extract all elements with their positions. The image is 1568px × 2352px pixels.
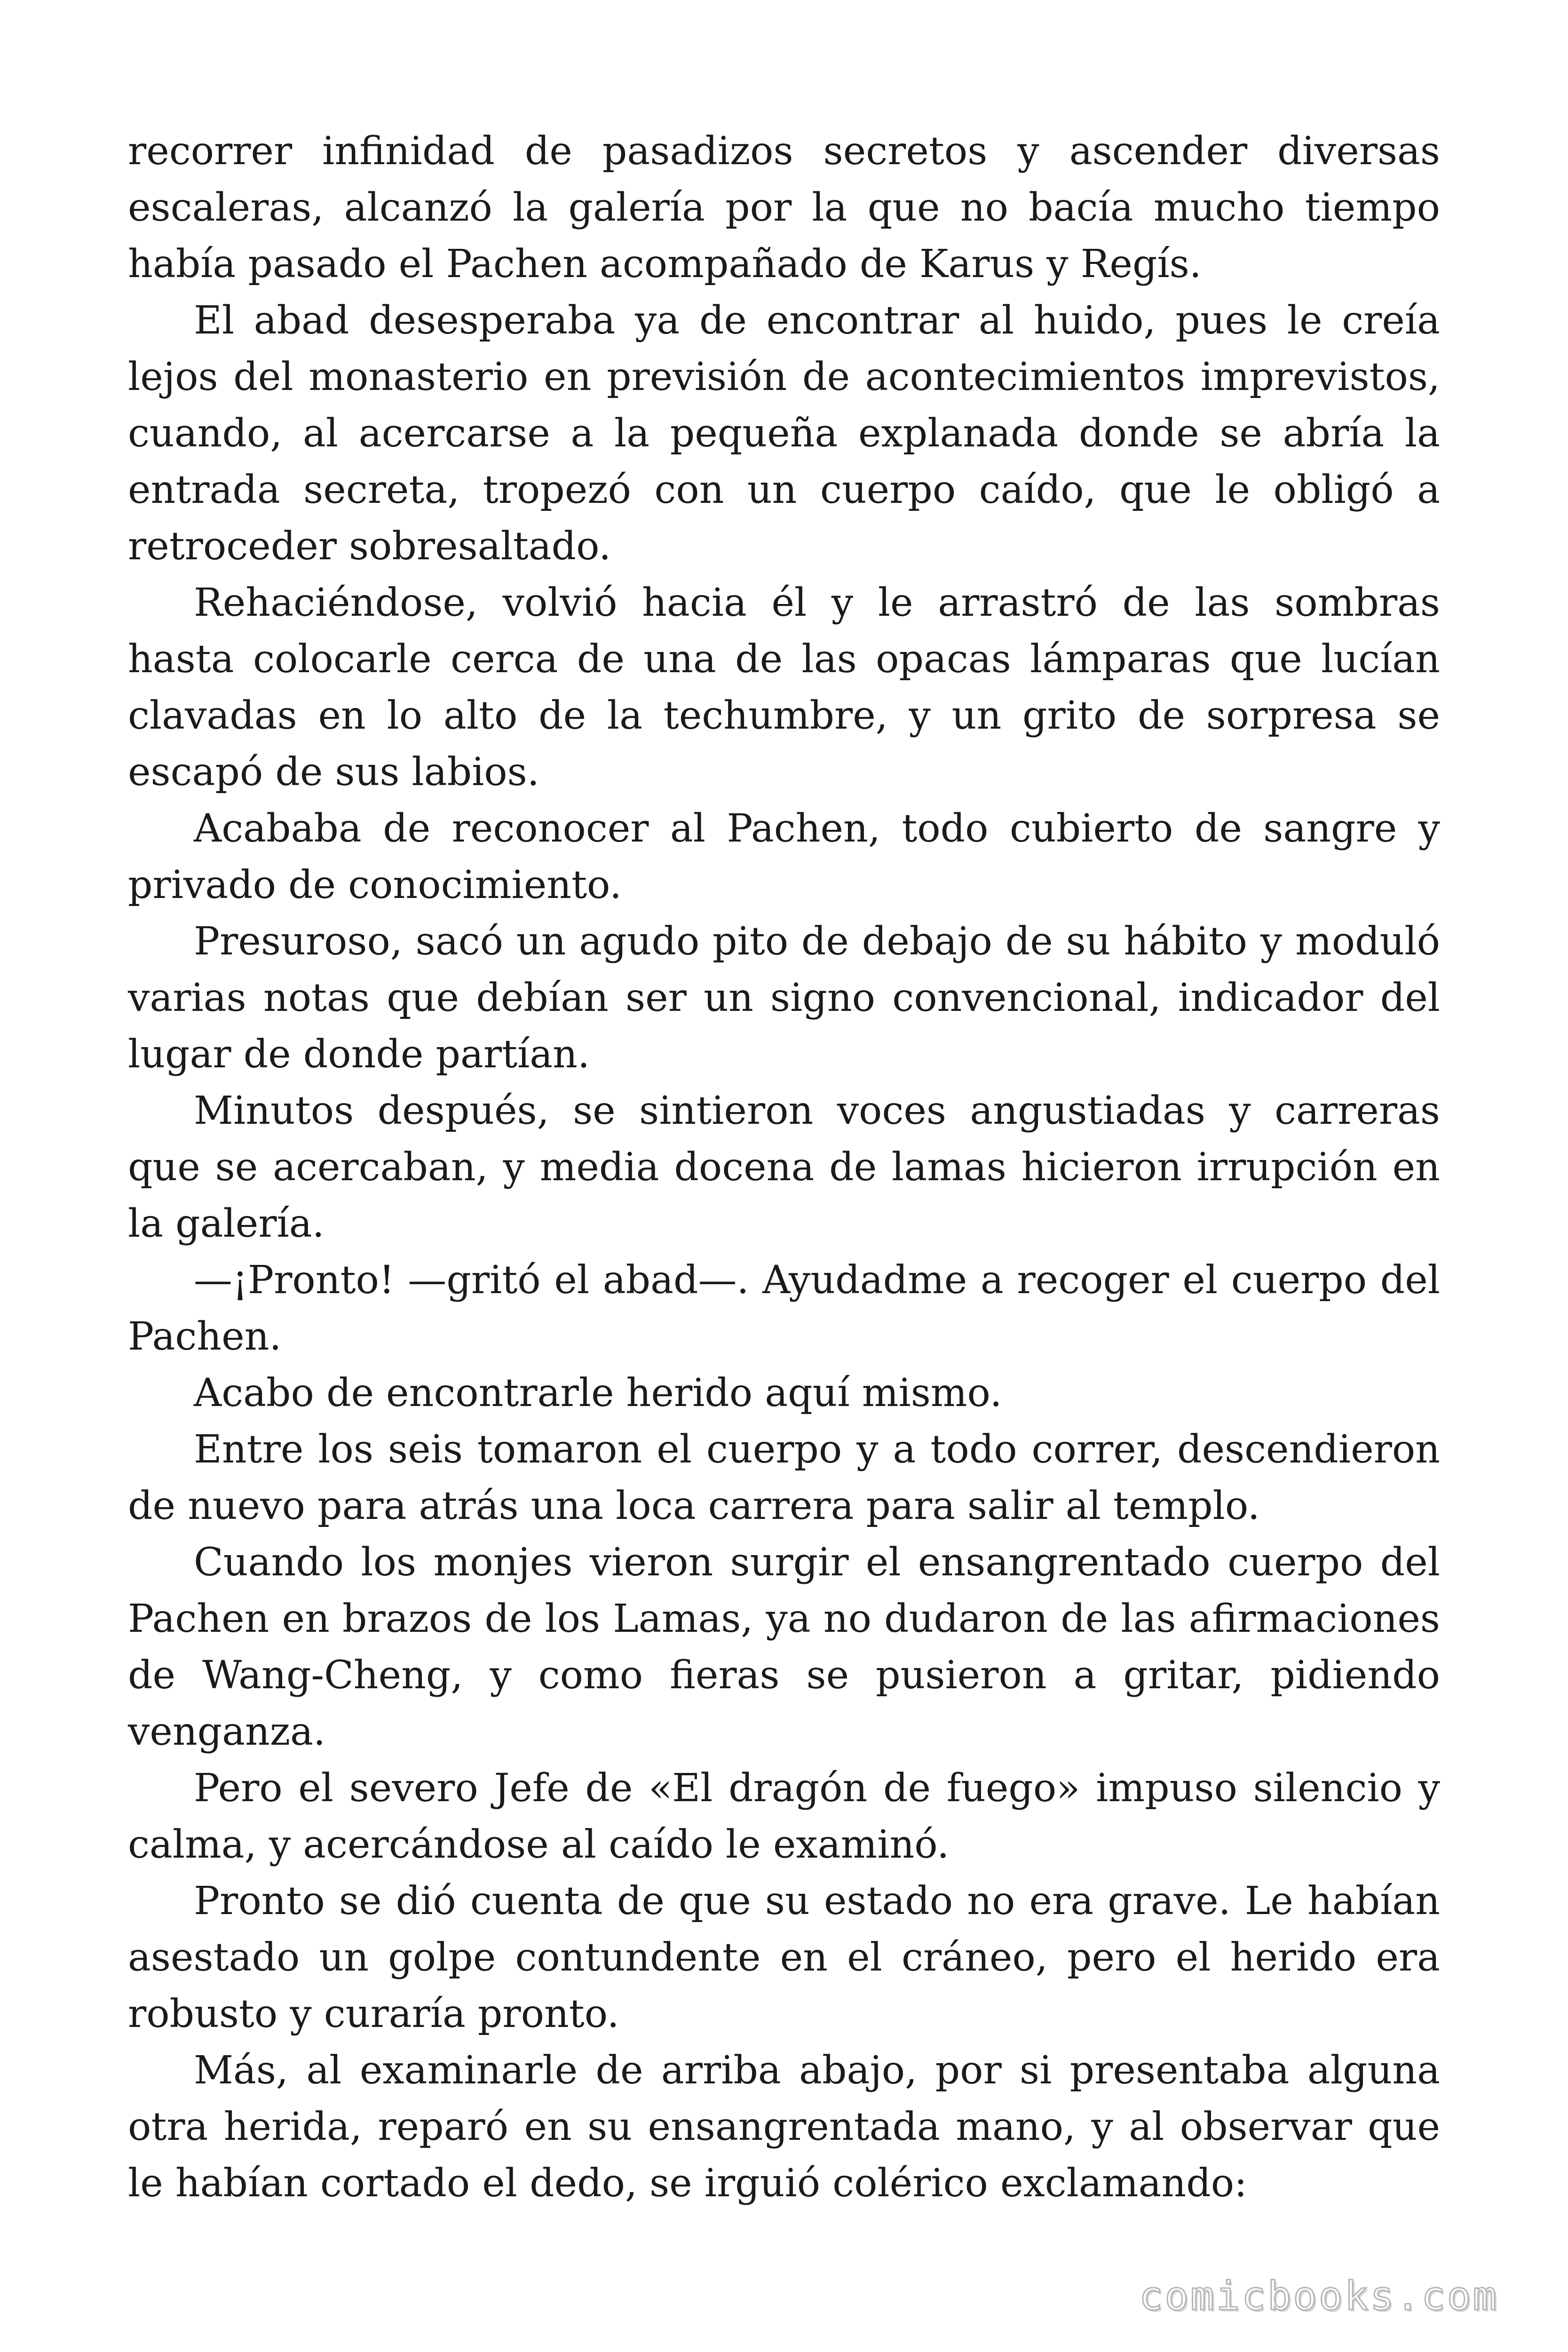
paragraph: Minutos después, se sintieron voces angustiadas y carreras que se acercaban, y media docena de lamas hicieron irrupción en la galería. <box>128 1089 1440 1246</box>
paragraph: Acababa de reconocer al Pachen, todo cubierto de sangre y privado de conocimiento. <box>128 806 1440 907</box>
paragraph: Pero el severo Jefe de «El dragón de fuego» impuso silencio y calma, y acercándose al caído le examinó. <box>128 1766 1440 1867</box>
paragraph: Cuando los monjes vieron surgir el ensangrentado cuerpo del Pachen en brazos de los Lamas, ya no dudaron de las afirmaciones de Wang-Cheng, y como fieras se pusieron a gritar, pidiendo venganza. <box>128 1540 1440 1754</box>
paragraph: Presuroso, sacó un agudo pito de debajo de su hábito y moduló varias notas que debían ser un signo convencional, indicador del lugar de donde partían. <box>128 919 1440 1077</box>
paragraph: recorrer infinidad de pasadizos secretos y ascender diversas escaleras, alcanzó la galería por la que no bacía mucho tiempo había pasado el Pachen acompañado de Karus y Regís. <box>128 129 1440 286</box>
paragraph: Acabo de encontrarle herido aquí mismo. <box>194 1371 1002 1415</box>
paragraph: Entre los seis tomaron el cuerpo y a todo correr, descendieron de nuevo para atrás una loca carrera para salir al templo. <box>128 1427 1440 1528</box>
paragraph: Rehaciéndose, volvió hacia él y le arrastró de las sombras hasta colocarle cerca de una de las opacas lámparas que lucían clavadas en lo alto de la techumbre, y un grito de sorpresa se escapó de sus labios. <box>128 580 1440 795</box>
paragraph: Más, al examinarle de arriba abajo, por si presentaba alguna otra herida, reparó en su ensangrentada mano, y al observar que le habían cortado el dedo, se irguió colérico exclamando: <box>128 2048 1440 2206</box>
paragraph: —¡Pronto! —gritó el abad—. Ayudadme a recoger el cuerpo del Pachen. <box>128 1258 1440 1359</box>
body-text <box>128 123 1440 2212</box>
paragraph: El abad desesperaba ya de encontrar al huido, pues le creía lejos del monasterio en previsión de acontecimientos imprevistos, cuando, al acercarse a la pequeña explanada donde se abría la entrada secreta, tropezó con un cuerpo caído, que le obligó a retroceder sobresaltado. <box>128 298 1440 569</box>
watermark: comicbooks.com <box>1139 2273 1498 2319</box>
paragraph: Pronto se dió cuenta de que su estado no era grave. Le habían asestado un golpe contundente en el cráneo, pero el herido era robusto y curaría pronto. <box>128 1879 1440 2036</box>
